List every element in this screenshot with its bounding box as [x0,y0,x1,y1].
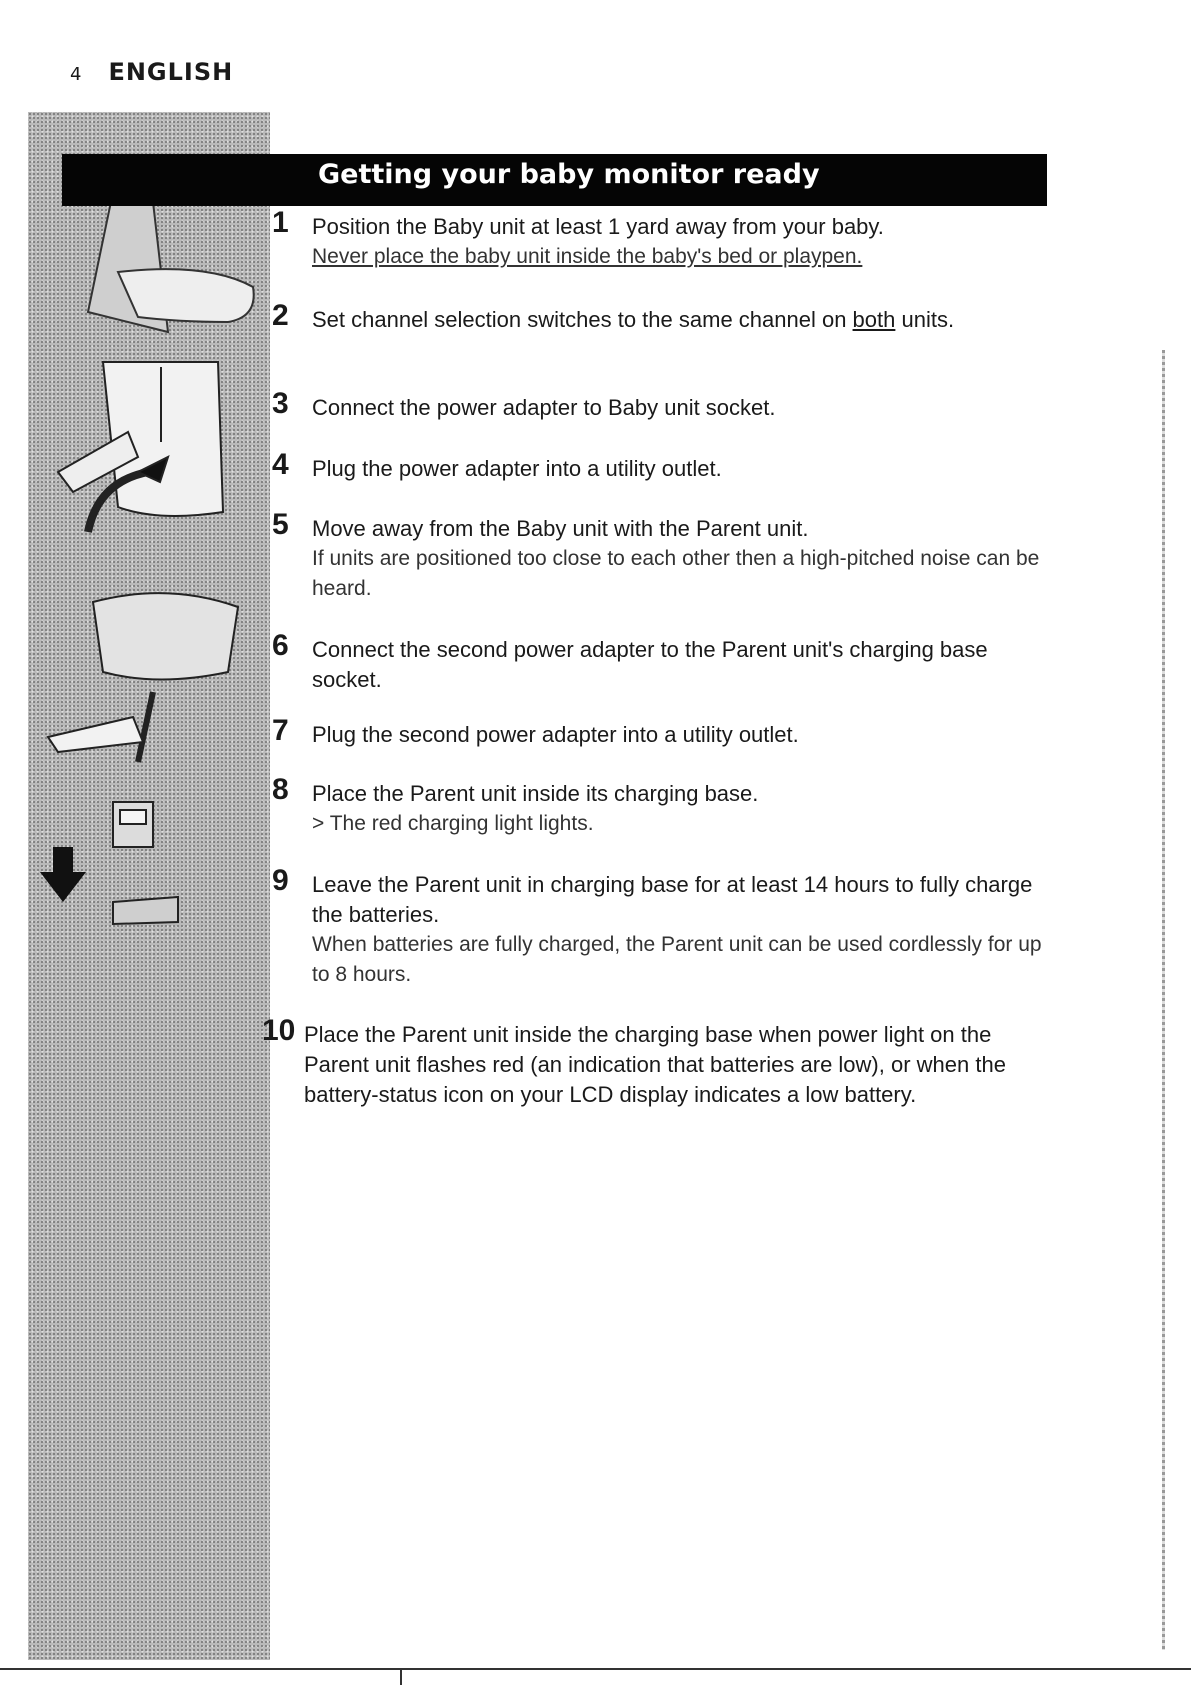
step-note: > The red charging light lights. [312,812,594,835]
step-text: Place the Parent unit inside its charging base. [312,781,759,806]
step-text: Leave the Parent unit in charging base for at least 14 hours to fully charge the batteries. [312,872,1033,927]
step-3 [272,387,1052,423]
step-number: 1 [272,206,289,239]
step-2 [272,299,1052,335]
step-illustrations [28,112,270,1012]
adapter-plug-illustration [58,362,223,532]
baby-unit-illustration [88,184,254,332]
step-text-emphasis: both [852,307,896,332]
step-1 [272,206,1052,272]
step-number: 9 [272,864,289,897]
step-note: When batteries are fully charged, the Parent unit can be used cordlessly for up to 8 hours. [312,933,1042,986]
step-number: 6 [272,629,289,662]
step-number: 8 [272,773,289,806]
step-text: Place the Parent unit inside the charging base when power light on the Parent unit flashes red (an indication that batteries are low), or when the battery-status icon on your LCD display indicates a low battery. [304,1022,1006,1107]
page-bottom-rule [0,1668,1191,1670]
step-text: Plug the power adapter into a utility outlet. [312,456,722,481]
page-header [70,58,233,86]
parent-unit-illustration [40,802,178,924]
step-5 [272,508,1052,604]
section-title: Getting your baby monitor ready [318,159,820,190]
step-9 [272,864,1052,990]
step-text: Move away from the Baby unit with the Parent unit. [312,516,809,541]
step-text: Position the Baby unit at least 1 yard away from your baby. [312,214,884,239]
step-text: Connect the second power adapter to the Parent unit's charging base socket. [312,637,988,692]
step-6 [272,629,1052,695]
step-4 [272,448,1052,484]
step-8 [272,773,1052,839]
step-text: Plug the second power adapter into a utility outlet. [312,722,799,747]
language-label: ENGLISH [108,58,234,86]
step-10 [262,1014,1042,1110]
page-number: 4 [70,64,83,85]
step-text-end: units. [895,307,955,332]
step-7 [272,714,1052,750]
step-number: 4 [272,448,289,481]
step-number: 5 [272,508,289,541]
step-warning: Never place the baby unit inside the baby's bed or playpen. [312,245,863,268]
page-bottom-tick [400,1668,402,1685]
charging-base-illustration [48,593,238,762]
step-text: Connect the power adapter to Baby unit socket. [312,395,776,420]
step-number: 2 [272,299,289,332]
section-title-bar [62,154,1047,206]
step-text [312,305,1052,335]
step-number: 7 [272,714,289,747]
step-note: If units are positioned too close to each other then a high-pitched noise can be heard. [312,547,1040,600]
step-number: 3 [272,387,289,420]
step-text-start: Set channel selection switches to the same channel on [312,307,853,332]
scan-edge [1162,350,1165,1650]
step-number: 10 [262,1014,296,1047]
